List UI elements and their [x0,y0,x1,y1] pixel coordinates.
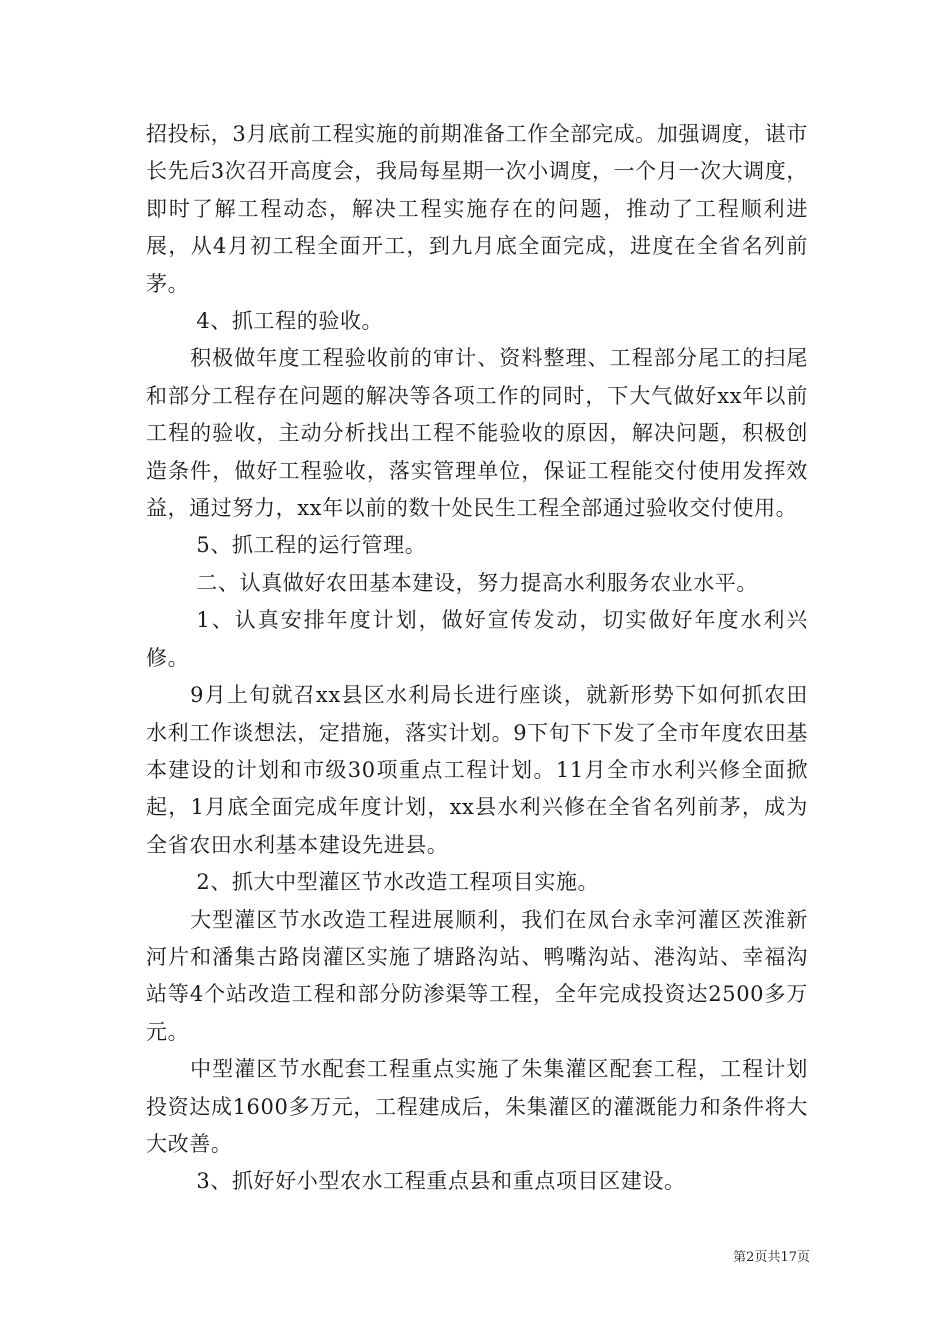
page-number: 第2页共17页 [733,1250,810,1265]
section-heading-3: 3、抓好好小型农水工程重点县和重点项目区建设。 [196,1169,686,1194]
document-body [146,116,808,1201]
section-heading-2: 2、抓大中型灌区节水改造工程项目实施。 [196,870,600,895]
section-heading-1: 1、认真安排年度计划，做好宣传发动，切实做好年度水利兴修。 [146,608,808,670]
paragraph-large-irrigation: 大型灌区节水改造工程进展顺利，我们在凤台永幸河灌区茨淮新河片和潘集古路岗灌区实施了塘路沟站、鸭嘴沟站、港沟站、幸福沟站等4个站改造工程和部分防渗渠等工程，全年完成投资达2500多万元。 [146,907,808,1044]
paragraph-september: 9月上旬就召xx县区水利局长进行座谈，就新形势下如何抓农田水利工作谈想法，定措施，落实计划。9下旬下下发了全市年度农田基本建设的计划和市级30项重点工程计划。11月全市水利兴修全面掀起，1月底全面完成年度计划，xx县水利兴修在全省名列前茅，成为全省农田水利基本建设先进县。 [146,683,808,857]
section-heading-4: 4、抓工程的验收。 [196,309,384,334]
paragraph-medium-irrigation: 中型灌区节水配套工程重点实施了朱集灌区配套工程，工程计划投资达成1600多万元，工程建成后，朱集灌区的灌溉能力和条件将大大改善。 [146,1057,808,1156]
chapter-heading-2: 二、认真做好农田基本建设，努力提高水利服务农业水平。 [196,570,758,595]
section-heading-5: 5、抓工程的运行管理。 [196,533,427,558]
paragraph-continuation: 招投标，3月底前工程实施的前期准备工作全部完成。加强调度，谌市长先后3次召开高度会，我局每星期一次小调度，一个月一次大调度，即时了解工程动态，解决工程实施存在的问题，推动了工程顺利进展，从4月初工程全面开工，到九月底全面完成，进度在全省名列前茅。 [146,122,808,296]
paragraph-acceptance: 积极做年度工程验收前的审计、资料整理、工程部分尾工的扫尾和部分工程存在问题的解决等各项工作的同时，下大气做好xx年以前工程的验收，主动分析找出工程不能验收的原因，解决问题，积极创造条件，做好工程验收，落实管理单位，保证工程能交付使用发挥效益，通过努力，xx年以前的数十处民生工程全部通过验收交付使用。 [146,346,808,521]
